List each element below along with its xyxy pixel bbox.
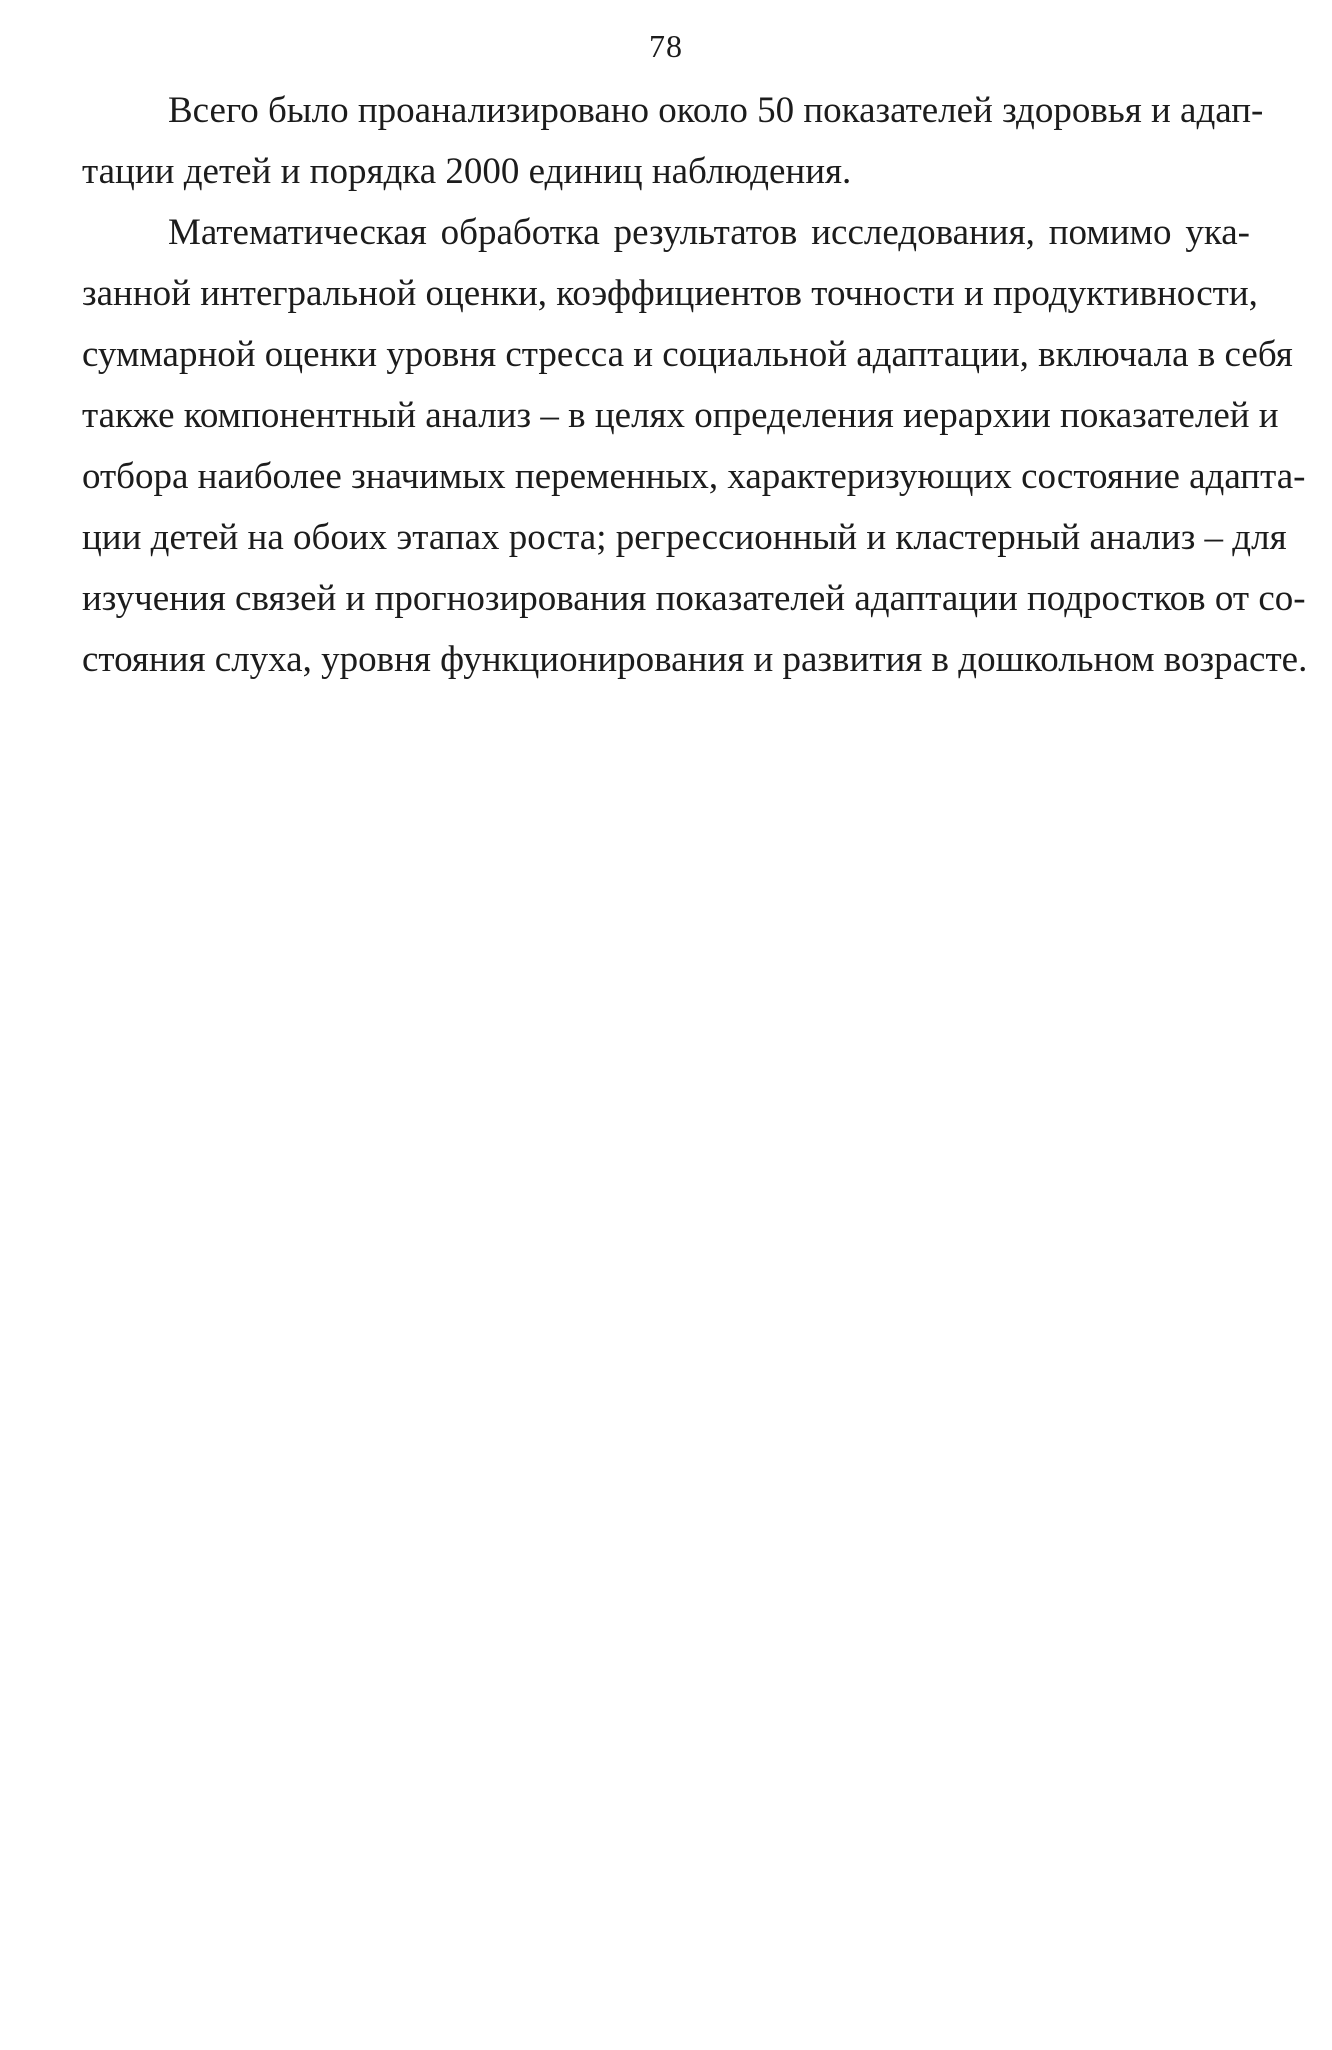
paragraph-line: изучения связей и прогнозирования показателей адаптации подростков от со- xyxy=(82,578,1306,619)
paragraph-1 xyxy=(82,80,1264,202)
paragraph-line: ции детей на обоих этапах роста; регрессионный и кластерный анализ – для xyxy=(82,517,1287,558)
paragraph-line: Математическая обработка результатов исследования, помимо ука- xyxy=(168,212,1250,253)
paragraph-line: также компонентный анализ – в целях определения иерархии показателей и xyxy=(82,395,1279,436)
paragraph-line: суммарной оценки уровня стресса и социальной адаптации, включала в себя xyxy=(82,334,1293,375)
page-number: 78 xyxy=(649,28,683,64)
body-text xyxy=(82,80,1308,690)
paragraph-line: занной интегральной оценки, коэффициентов точности и продуктивности, xyxy=(82,273,1258,314)
paragraph-line: отбора наиболее значимых переменных, характеризующих состояние адапта- xyxy=(82,456,1306,497)
paragraph-line: тации детей и порядка 2000 единиц наблюдения. xyxy=(82,151,852,192)
paragraph-line: стояния слуха, уровня функционирования и развития в дошкольном возрасте. xyxy=(82,639,1308,680)
paragraph-line: Всего было проанализировано около 50 показателей здоровья и адап- xyxy=(168,90,1264,131)
paragraph-2 xyxy=(82,202,1308,690)
